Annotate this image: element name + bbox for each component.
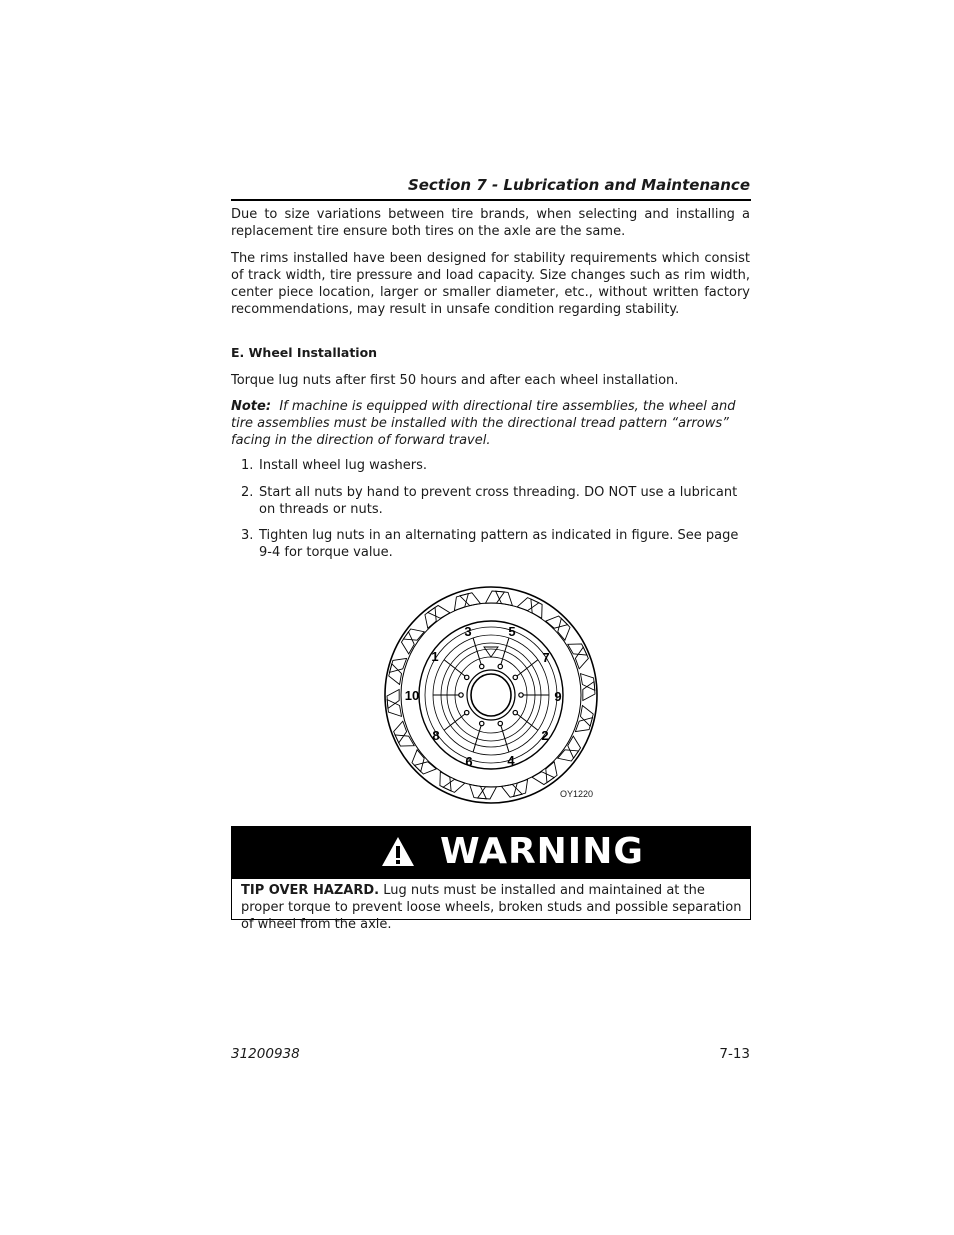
- lug-number-label-n6: 6: [465, 754, 473, 769]
- center-bore: [471, 674, 511, 716]
- step-text: Tighten lug nuts in an alternating pattern as indicated in figure. See page 9-4 for torque value.: [259, 528, 739, 560]
- tread-block: [532, 772, 554, 785]
- note-text: If machine is equipped with directional tire assemblies, the wheel and tire assemblies must be installed with the directional tread pattern “arrows” facing in the direction of forward travel.: [231, 399, 736, 448]
- lug-stud: [513, 710, 517, 714]
- tread-block: [478, 787, 497, 799]
- warning-box: [231, 826, 751, 932]
- torque-intro: Torque lug nuts after first 50 hours and after each wheel installation.: [231, 373, 679, 388]
- tread-block: [428, 605, 450, 618]
- lug-number-label-n5: 5: [508, 624, 516, 639]
- lug-number-label-n9: 9: [554, 689, 562, 704]
- lug-number-label-n8: 8: [432, 728, 440, 743]
- lug-stud: [498, 721, 502, 725]
- hazard-description: Lug nuts must be installed and maintained at the proper torque to prevent loose wheels, broken studs and possible separation of wheel from the axle.: [241, 883, 742, 932]
- tread-block: [583, 682, 595, 701]
- hazard-label: TIP OVER HAZARD.: [241, 883, 380, 898]
- valve-stem: [484, 647, 498, 657]
- tread-block: [531, 599, 542, 618]
- lug-number-label-n2: 2: [541, 728, 549, 743]
- lug-stud: [465, 710, 469, 714]
- warning-triangle-icon: [380, 835, 416, 869]
- header-rule: [231, 199, 751, 201]
- lug-stud: [519, 693, 523, 697]
- tread-block: [485, 591, 504, 603]
- warning-title: WARNING: [440, 831, 644, 872]
- tread-block: [517, 598, 539, 611]
- step-text: Start all nuts by hand to prevent cross threading. DO NOT use a lubricant on threads or nuts.: [259, 485, 738, 517]
- step-number: 3.: [241, 528, 254, 543]
- page-number: 7-13: [719, 1046, 750, 1062]
- warning-text: [241, 882, 745, 933]
- tread-block: [575, 647, 588, 669]
- lug-number-label-n3: 3: [464, 624, 472, 639]
- lug-stud: [480, 721, 484, 725]
- step-number: 1.: [241, 458, 254, 473]
- lug-stud: [480, 664, 484, 668]
- note-label: Note:: [231, 399, 272, 414]
- warning-banner: [232, 827, 750, 879]
- directional-tire-note: [231, 398, 750, 449]
- tread-block: [440, 772, 451, 791]
- tread-block: [394, 721, 407, 743]
- step-number: 2.: [241, 485, 254, 500]
- section-header: Section 7 - Lubrication and Maintenance: [407, 176, 750, 194]
- lug-stud: [459, 693, 463, 697]
- step-text: Install wheel lug washers.: [259, 458, 427, 473]
- wheel-installation-heading: E. Wheel Installation: [231, 345, 378, 360]
- paragraph-tire-size: Due to size variations between tire brands, when selecting and installing a replacement tire ensure both tires on the axle are the same.: [231, 207, 750, 239]
- document-number: 31200938: [231, 1046, 300, 1062]
- lug-stud: [465, 675, 469, 679]
- lug-stud: [513, 675, 517, 679]
- lug-nut-pattern-figure: [380, 585, 600, 807]
- lug-number-label-n10: 10: [404, 688, 420, 703]
- lug-number-label-n4: 4: [507, 753, 515, 768]
- lug-stud: [498, 664, 502, 668]
- lug-number-label-n7: 7: [542, 650, 550, 665]
- tread-block: [443, 779, 465, 792]
- paragraph-rims: The rims installed have been designed for stability requirements which consist of track width, tire pressure and load capacity. Size changes such as rim width, center piece location, larger or smaller diameter, etc., without written factory recommendations, may result in unsafe condition regarding stability.: [231, 251, 750, 317]
- figure-code: OY1220: [560, 789, 594, 799]
- lug-number-label-n1: 1: [431, 649, 439, 664]
- tread-block: [387, 689, 399, 708]
